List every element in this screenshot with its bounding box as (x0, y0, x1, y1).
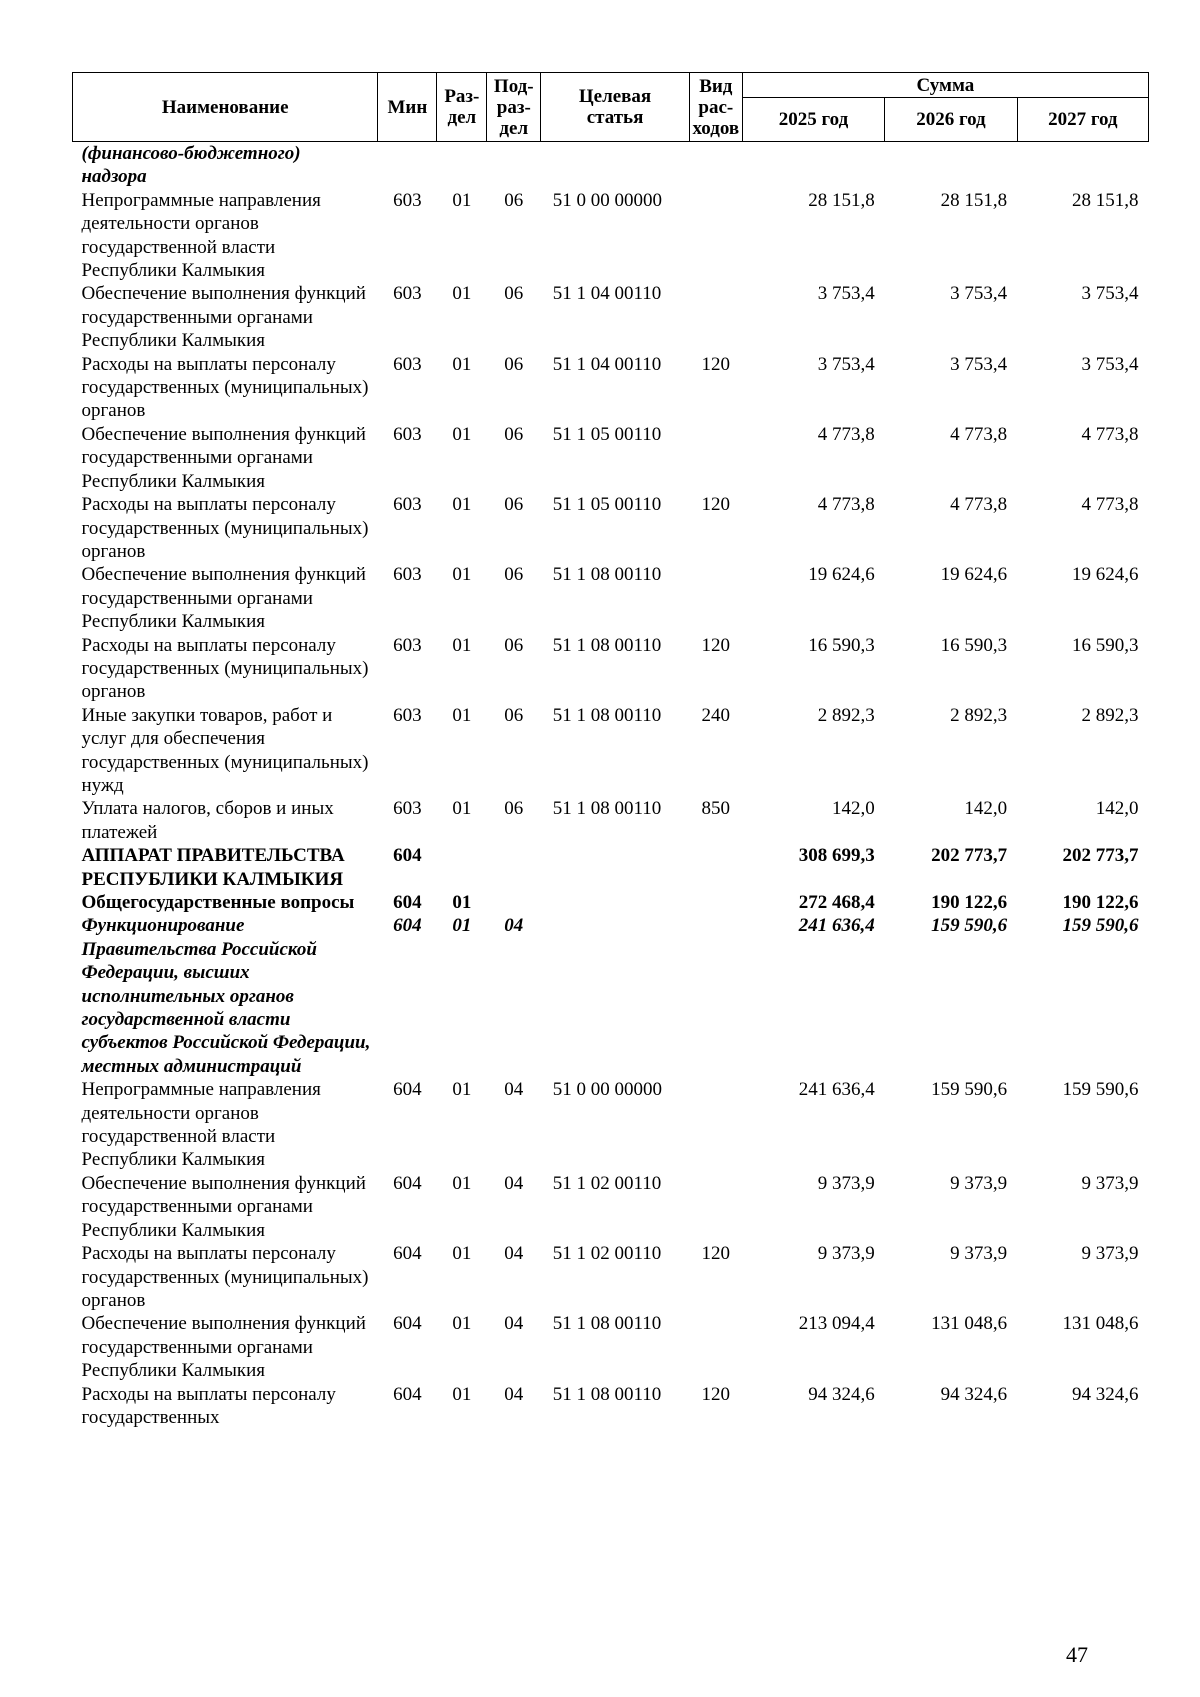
cell-2026: 159 590,6 (931, 915, 1008, 937)
cell-podrazdel: 06 (504, 189, 524, 211)
cell-vid (689, 844, 742, 891)
header-2027: 2027 год (1017, 98, 1148, 142)
cell-2027: 94 324,6 (1072, 1383, 1139, 1405)
cell-razdel: 01 (452, 189, 472, 211)
cell-podrazdel: 06 (504, 494, 524, 516)
cell-razdel: 01 (452, 564, 472, 586)
cell-vid (689, 891, 742, 914)
cell-vid: 120 (701, 494, 731, 516)
cell-2027: 19 624,6 (1072, 564, 1139, 586)
header-2025: 2025 год (742, 98, 885, 142)
cell-celevaya: 51 1 08 00110 (552, 1313, 662, 1335)
cell-razdel: 01 (452, 1313, 472, 1335)
cell-podrazdel: 06 (504, 798, 524, 820)
cell-2026: 16 590,3 (940, 634, 1008, 656)
cell-vid: 850 (701, 798, 731, 820)
table-row (73, 634, 1149, 704)
cell-2027: 2 892,3 (1081, 704, 1139, 726)
cell-celevaya (541, 914, 690, 1078)
cell-name: Расходы на выплаты персоналу государственных (81, 1383, 336, 1428)
cell-razdel: 01 (452, 892, 472, 913)
cell-min: 603 (393, 353, 422, 375)
cell-vid: 240 (701, 704, 731, 726)
header-name: Наименование (73, 73, 378, 142)
header-min: Мин (378, 73, 437, 142)
cell-2026: 3 753,4 (950, 283, 1008, 305)
cell-name: Расходы на выплаты персоналу государственных (муниципальных) органов (81, 1243, 369, 1311)
header-2026: 2026 год (885, 98, 1017, 142)
cell-min: 604 (393, 845, 422, 867)
cell-razdel (437, 142, 487, 189)
cell-2027: 4 773,8 (1081, 423, 1139, 445)
cell-celevaya: 51 0 00 00000 (552, 1079, 662, 1101)
cell-celevaya: 51 1 08 00110 (552, 564, 662, 586)
cell-podrazdel (487, 142, 541, 189)
document-page (72, 72, 1149, 1429)
cell-min (378, 142, 437, 189)
cell-2025: 4 773,8 (817, 423, 875, 445)
cell-2025: 272 468,4 (798, 892, 875, 913)
table-row (73, 844, 1149, 891)
cell-2026: 190 122,6 (931, 892, 1008, 913)
cell-min: 604 (393, 1079, 422, 1101)
table-header (73, 73, 1149, 142)
table-row (73, 1383, 1149, 1430)
cell-min: 603 (393, 189, 422, 211)
cell-name: Непрограммные направления деятельности органов государственной власти Республики Калмыкия (81, 189, 321, 282)
cell-2025: 28 151,8 (808, 189, 875, 211)
cell-razdel: 01 (452, 1079, 472, 1101)
cell-2025: 241 636,4 (798, 915, 875, 937)
header-razdel: Раз- дел (437, 73, 487, 142)
cell-min: 604 (393, 1313, 422, 1335)
cell-vid (689, 1078, 742, 1172)
cell-razdel: 01 (452, 915, 472, 937)
cell-2027: 159 590,6 (1062, 915, 1139, 937)
cell-name: Уплата налогов, сборов и иных платежей (81, 798, 334, 843)
header-vid: Вид рас- ходов (689, 73, 742, 142)
table-body (73, 142, 1149, 1430)
cell-podrazdel: 06 (504, 634, 524, 656)
cell-vid (689, 1172, 742, 1242)
cell-2025: 2 892,3 (817, 704, 875, 726)
cell-2025 (742, 142, 885, 189)
cell-podrazdel: 04 (504, 915, 524, 937)
cell-name: Обеспечение выполнения функций государственными органами Республики Калмыкия (81, 564, 366, 633)
cell-2026: 9 373,9 (950, 1243, 1008, 1265)
cell-razdel: 01 (452, 353, 472, 375)
cell-2027: 9 373,9 (1081, 1243, 1139, 1265)
cell-2027 (1017, 142, 1148, 189)
cell-name: Обеспечение выполнения функций государственными органами Республики Калмыкия (81, 1313, 366, 1382)
cell-podrazdel (487, 891, 541, 914)
cell-2025: 94 324,6 (808, 1383, 875, 1405)
cell-podrazdel: 06 (504, 353, 524, 375)
cell-podrazdel: 04 (504, 1243, 524, 1265)
cell-podrazdel: 04 (504, 1383, 524, 1405)
cell-2026: 94 324,6 (940, 1383, 1008, 1405)
cell-celevaya: 51 1 04 00110 (552, 283, 662, 305)
cell-2025: 3 753,4 (817, 283, 875, 305)
cell-min: 604 (393, 892, 422, 913)
table-row (73, 1078, 1149, 1172)
cell-min: 604 (393, 915, 422, 937)
cell-2026: 202 773,7 (931, 845, 1008, 867)
cell-2027: 16 590,3 (1072, 634, 1139, 656)
cell-min: 603 (393, 564, 422, 586)
cell-celevaya: 51 1 08 00110 (552, 634, 662, 656)
cell-min: 603 (393, 704, 422, 726)
cell-2026: 3 753,4 (950, 353, 1008, 375)
cell-name: Функционирование Правительства Российской Федерации, высших исполнительных органов государственной власти субъектов Российской Федерации, местных администраций (81, 915, 371, 1077)
cell-name: (финансово-бюджетного) надзора (81, 143, 301, 188)
cell-vid: 120 (701, 634, 731, 656)
cell-name: Непрограммные направления деятельности органов государственной власти Республики Калмыкия (81, 1079, 321, 1171)
cell-celevaya (541, 844, 690, 891)
cell-vid (689, 142, 742, 189)
cell-name: АППАРАТ ПРАВИТЕЛЬСТВА РЕСПУБЛИКИ КАЛМЫКИЯ (81, 845, 345, 890)
table-row (73, 704, 1149, 798)
cell-celevaya (541, 891, 690, 914)
cell-2025: 142,0 (832, 798, 875, 820)
cell-2025: 19 624,6 (808, 564, 875, 586)
cell-name: Иные закупки товаров, работ и услуг для обеспечения государственных (муниципальных) нужд (81, 704, 369, 796)
cell-celevaya: 51 1 05 00110 (552, 494, 662, 516)
cell-name: Расходы на выплаты персоналу государственных (муниципальных) органов (81, 494, 369, 562)
page-number: 47 (1066, 1642, 1088, 1667)
cell-vid (689, 282, 742, 352)
table-row (73, 189, 1149, 283)
cell-celevaya (541, 142, 690, 189)
cell-razdel: 01 (452, 1383, 472, 1405)
table-row (73, 493, 1149, 563)
header-podrazdel: Под- раз- дел (487, 73, 541, 142)
cell-razdel (437, 844, 487, 891)
cell-min: 603 (393, 423, 422, 445)
cell-razdel: 01 (452, 1243, 472, 1265)
cell-min: 603 (393, 798, 422, 820)
cell-min: 603 (393, 494, 422, 516)
cell-name: Обеспечение выполнения функций государственными органами Республики Калмыкия (81, 423, 366, 492)
cell-celevaya: 51 1 04 00110 (552, 353, 662, 375)
cell-min: 604 (393, 1383, 422, 1405)
cell-2025: 9 373,9 (817, 1243, 875, 1265)
cell-min: 604 (393, 1172, 422, 1194)
cell-vid (689, 914, 742, 1078)
cell-podrazdel: 06 (504, 564, 524, 586)
table-row (73, 914, 1149, 1078)
budget-table (72, 72, 1149, 1429)
cell-razdel: 01 (452, 798, 472, 820)
cell-2025: 241 636,4 (798, 1079, 875, 1101)
cell-min: 603 (393, 283, 422, 305)
table-row (73, 282, 1149, 352)
cell-min: 604 (393, 1243, 422, 1265)
cell-2026: 159 590,6 (931, 1079, 1008, 1101)
table-row (73, 423, 1149, 493)
cell-2026: 19 624,6 (940, 564, 1008, 586)
cell-2025: 4 773,8 (817, 494, 875, 516)
cell-2027: 28 151,8 (1072, 189, 1139, 211)
cell-2027: 9 373,9 (1081, 1172, 1139, 1194)
cell-vid: 120 (701, 353, 731, 375)
cell-2027: 3 753,4 (1081, 283, 1139, 305)
table-row (73, 563, 1149, 633)
cell-2026: 142,0 (964, 798, 1008, 820)
cell-2026 (885, 142, 1017, 189)
cell-celevaya: 51 1 02 00110 (552, 1172, 662, 1194)
cell-name: Общегосударственные вопросы (81, 892, 355, 913)
table-row (73, 1172, 1149, 1242)
cell-vid (689, 1312, 742, 1382)
cell-2027: 190 122,6 (1062, 892, 1139, 913)
cell-2026: 9 373,9 (950, 1172, 1008, 1194)
cell-vid (689, 563, 742, 633)
table-row (73, 891, 1149, 914)
cell-celevaya: 51 1 02 00110 (552, 1243, 662, 1265)
cell-celevaya: 51 1 08 00110 (552, 704, 662, 726)
cell-name: Расходы на выплаты персоналу государственных (муниципальных) органов (81, 634, 369, 703)
cell-name: Обеспечение выполнения функций государственными органами Республики Калмыкия (81, 283, 366, 352)
cell-razdel: 01 (452, 634, 472, 656)
table-row (73, 353, 1149, 423)
cell-vid (689, 423, 742, 493)
cell-2027: 142,0 (1095, 798, 1139, 820)
cell-vid (689, 189, 742, 283)
cell-vid: 120 (701, 1243, 731, 1265)
cell-2027: 202 773,7 (1062, 845, 1139, 867)
cell-2026: 2 892,3 (950, 704, 1008, 726)
cell-celevaya: 51 1 08 00110 (552, 1383, 662, 1405)
cell-name: Обеспечение выполнения функций государственными органами Республики Калмыкия (81, 1172, 366, 1241)
cell-name: Расходы на выплаты персоналу государственных (муниципальных) органов (81, 353, 369, 422)
cell-2027: 159 590,6 (1062, 1079, 1139, 1101)
cell-razdel: 01 (452, 423, 472, 445)
cell-podrazdel: 06 (504, 283, 524, 305)
cell-celevaya: 51 1 05 00110 (552, 423, 662, 445)
cell-2025: 213 094,4 (798, 1313, 875, 1335)
cell-2026: 131 048,6 (931, 1313, 1008, 1335)
table-row (73, 797, 1149, 844)
cell-razdel: 01 (452, 1172, 472, 1194)
cell-razdel: 01 (452, 704, 472, 726)
cell-2025: 9 373,9 (817, 1172, 875, 1194)
cell-2026: 4 773,8 (950, 494, 1008, 516)
cell-2025: 308 699,3 (798, 845, 875, 867)
cell-vid: 120 (701, 1383, 731, 1405)
table-row (73, 142, 1149, 189)
table-row (73, 1242, 1149, 1312)
header-summa: Сумма (742, 73, 1148, 98)
cell-2027: 3 753,4 (1081, 353, 1139, 375)
cell-podrazdel: 04 (504, 1172, 524, 1194)
cell-razdel: 01 (452, 494, 472, 516)
cell-celevaya: 51 0 00 00000 (552, 189, 662, 211)
table-row (73, 1312, 1149, 1382)
cell-podrazdel: 06 (504, 704, 524, 726)
cell-2025: 3 753,4 (817, 353, 875, 375)
cell-2027: 4 773,8 (1081, 494, 1139, 516)
cell-min: 603 (393, 634, 422, 656)
cell-podrazdel (487, 844, 541, 891)
cell-2027: 131 048,6 (1062, 1313, 1139, 1335)
header-celevaya: Целевая статья (541, 73, 690, 142)
cell-podrazdel: 04 (504, 1313, 524, 1335)
cell-2026: 4 773,8 (950, 423, 1008, 445)
cell-podrazdel: 06 (504, 423, 524, 445)
cell-2025: 16 590,3 (808, 634, 875, 656)
cell-2026: 28 151,8 (940, 189, 1008, 211)
cell-razdel: 01 (452, 283, 472, 305)
cell-podrazdel: 04 (504, 1079, 524, 1101)
cell-celevaya: 51 1 08 00110 (552, 798, 662, 820)
